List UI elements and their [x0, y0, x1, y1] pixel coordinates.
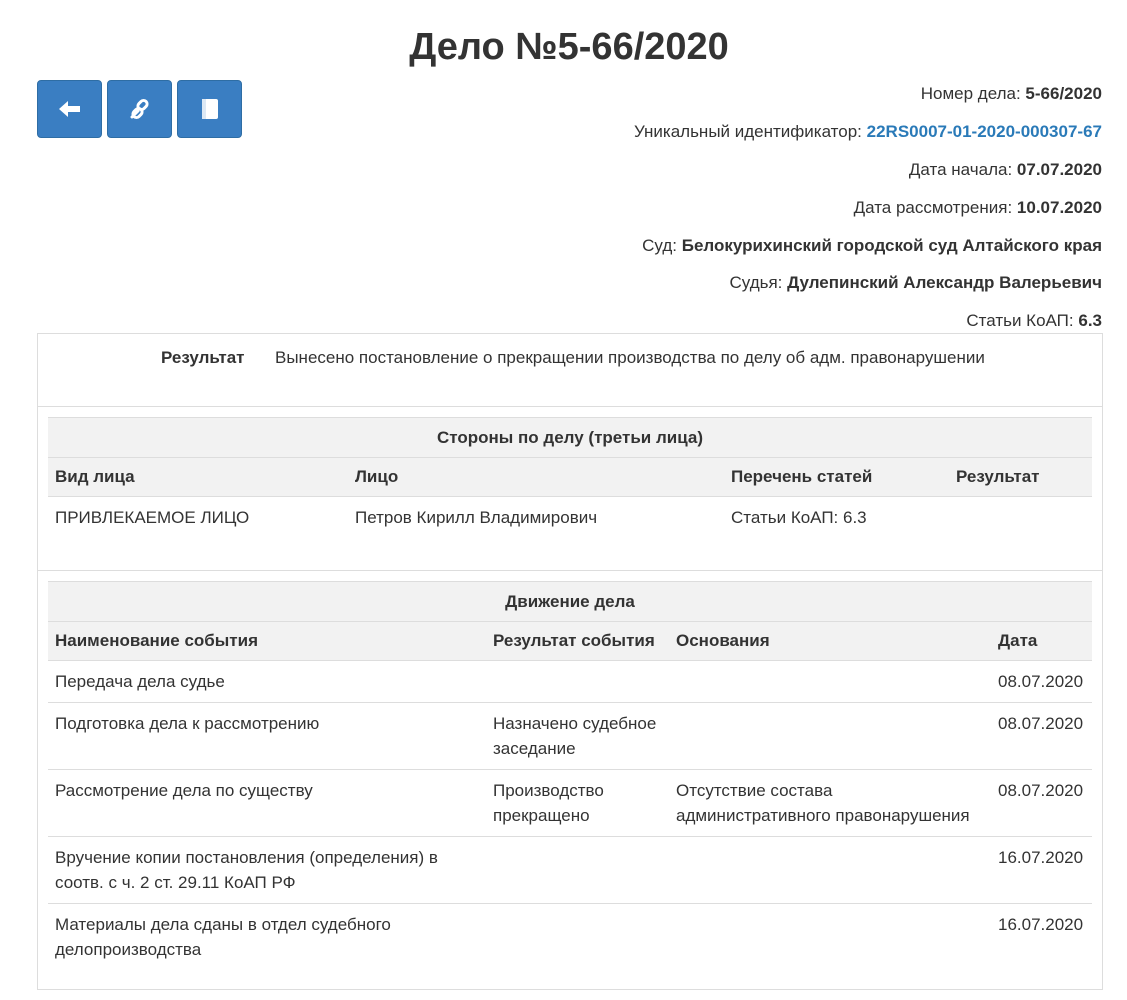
uid-label: Уникальный идентификатор: [633, 121, 862, 141]
table-row [48, 497, 1092, 539]
start-date-label: Дата начала: [908, 159, 1013, 179]
table-row [48, 837, 1092, 904]
event-name: Подготовка дела к рассмотрению [48, 703, 486, 770]
event-name: Материалы дела сданы в отдел судебного делопроизводства [48, 904, 486, 971]
event-basis [669, 661, 991, 703]
parties-header: Вид лица [48, 458, 348, 497]
result-label: Результат [161, 348, 245, 367]
copy-link-button[interactable] [107, 80, 172, 138]
event-basis: Отсутствие состава административного правонарушения [669, 770, 991, 837]
party-articles: Статьи КоАП: 6.3 [731, 508, 867, 527]
review-date-row [634, 195, 1102, 233]
review-date: 10.07.2020 [1016, 197, 1102, 217]
case-number-label: Номер дела: [920, 84, 1021, 103]
party-result [949, 497, 1092, 539]
parties-header: Результат [949, 458, 1092, 497]
result-value: Вынесено постановление о прекращении производства по делу об адм. правонарушении [275, 348, 985, 367]
copy-button[interactable] [177, 80, 242, 138]
movement-header: Результат события [486, 622, 669, 661]
link-icon [128, 97, 152, 121]
event-result [486, 837, 669, 904]
result-row [38, 334, 1102, 407]
copy-icon [199, 97, 221, 121]
event-date: 16.07.2020 [991, 904, 1092, 971]
parties-section [38, 407, 1102, 571]
event-basis [669, 703, 991, 770]
event-result: Производство прекращено [486, 770, 669, 837]
back-button[interactable] [37, 80, 102, 138]
party-name: Петров Кирилл Владимирович [355, 508, 598, 527]
court-label: Суд: [642, 235, 677, 255]
parties-header: Перечень статей [724, 458, 949, 497]
parties-header: Лицо [348, 458, 724, 497]
parties-caption: Стороны по делу (третьи лица) [48, 418, 1092, 458]
movement-section [38, 571, 1102, 991]
event-date: 08.07.2020 [991, 770, 1092, 837]
event-basis [669, 904, 991, 971]
judge-row [634, 270, 1102, 308]
parties-table [48, 417, 1092, 538]
table-row [48, 770, 1092, 837]
court-row [634, 233, 1102, 271]
table-row [48, 661, 1092, 703]
case-meta [634, 81, 1102, 346]
case-number-row [634, 81, 1102, 119]
event-date: 08.07.2020 [998, 672, 1084, 691]
event-result: Назначено судебное заседание [486, 703, 669, 770]
movement-header: Основания [669, 622, 991, 661]
event-result [486, 661, 669, 703]
event-basis [669, 837, 991, 904]
event-name: Рассмотрение дела по существу [48, 770, 486, 837]
event-name: Вручение копии постановления (определения) в соотв. с ч. 2 ст. 29.11 КоАП РФ [48, 837, 486, 904]
arrow-left-icon [58, 99, 82, 119]
review-date-label: Дата рассмотрения: [853, 197, 1013, 217]
uid-link[interactable]: 22RS0007-01-2020-000307-67 [866, 121, 1102, 141]
event-date: 08.07.2020 [991, 703, 1092, 770]
movement-header: Дата [991, 622, 1092, 661]
start-date-row [634, 157, 1102, 195]
movement-caption: Движение дела [48, 582, 1092, 622]
judge-label: Судья: [729, 273, 783, 293]
event-result [486, 904, 669, 971]
movement-header: Наименование события [48, 622, 486, 661]
table-row [48, 904, 1092, 971]
articles-label: Статьи КоАП: [966, 311, 1074, 331]
court: Белокурихинский городской суд Алтайского края [681, 235, 1102, 255]
start-date: 07.07.2020 [1016, 159, 1102, 179]
articles: 6.3 [1078, 311, 1102, 331]
page-title: Дело №5-66/2020 [409, 26, 729, 68]
event-date: 16.07.2020 [991, 837, 1092, 904]
uid-row [634, 119, 1102, 157]
case-number: 5-66/2020 [1025, 84, 1102, 103]
judge: Дулепинский Александр Валерьевич [787, 273, 1102, 293]
case-details-panel [37, 333, 1103, 990]
party-type: ПРИВЛЕКАЕМОЕ ЛИЦО [55, 508, 250, 527]
table-row [48, 703, 1092, 770]
movement-table [48, 581, 1092, 970]
event-name: Передача дела судье [55, 672, 225, 691]
